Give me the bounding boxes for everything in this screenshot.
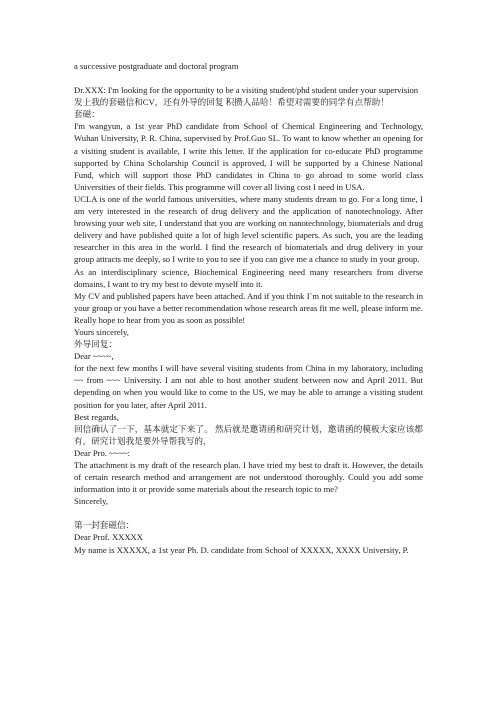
reply-salutation: Dear ~~~~, bbox=[74, 351, 114, 362]
intro-note: 发上我的套磁信和CV，还有外导的回复 积攒人品哈！希望对需要的同学有点帮助！ bbox=[74, 97, 389, 108]
letter-paragraph-2: UCLA is one of the world famous universities, where many students dream to go. For a long time, I am very interested in the research of drug delivery and the application of nanotechnology. After browsing your web site, I understand that you are working on nanotechnology, biomaterials and drug delivery and have published quite a lot of high level scientific papers. As such, you are the leading researcher in this area in the world. I find the research of biomaterials and drug delivery in your group attracts me deeply, so I write to you to see if you can give me a chance to study in your group. bbox=[74, 193, 423, 265]
letter-paragraph-1: I'm wangyun, a 1st year PhD candidate from School of Chemical Engineering and Technology, Wuhan University, P. R. China, supervised by Prof.Guo SL. To want to know whether an opening for a visiting student is available, I write this letter. If the application for co-educate PhD programme supported by China Scholarship Council is approved, I will be supported by a Chinese National Fund, which will support those PhD candidates in China to go abroad to some world class Universities of their fields. This programme will cover all living cost I need in USA. bbox=[74, 121, 423, 192]
section-label-letter: 套磁： bbox=[74, 109, 100, 120]
email-subject: Dr.XXX: I'm looking for the opportunity to be a visiting student/phd student under your supervision bbox=[74, 85, 419, 96]
plan-paragraph: The attachment is my draft of the research plan. I have tried my best to draft it. However, the details of certain research method and arrangement are not understood thoroughly. Could you add some information into it or provide some materials about the research topic to me? bbox=[74, 460, 423, 495]
blank-line bbox=[74, 507, 423, 519]
reply-closing: Best regards, bbox=[74, 411, 119, 422]
plan-salutation: Dear Pro. ~~~~: bbox=[74, 447, 131, 458]
plan-closing: Sincerely, bbox=[74, 496, 109, 507]
program-heading: a successive postgraduate and doctoral program bbox=[74, 61, 239, 71]
section-label-reply: 外导回复： bbox=[74, 339, 117, 350]
section-label-first-letter: 第一封套磁信： bbox=[74, 520, 135, 531]
followup-note: 回信确认了一下，基本就定下来了。 然后就是邀请函和研究计划，邀请函的模板大家应该都有，研究计划我是要外导帮我写的， bbox=[74, 423, 423, 446]
letter-paragraph-4: My CV and published papers have been attached. And if you think I`m not suitable to the research in your group or you have a better recommendation whose research areas fit me well, please inform me. Really hope to hear from you as soon as possible! bbox=[74, 290, 423, 325]
blank-line bbox=[74, 72, 423, 84]
document-body bbox=[74, 60, 423, 556]
first-letter-salutation: Dear Prof. XXXXX bbox=[74, 532, 143, 543]
first-letter-opening: My name is XXXXX, a 1st year Ph. D. candidate from School of XXXXX, XXXX University, P. bbox=[74, 544, 409, 555]
letter-paragraph-3: As an interdisciplinary science, Biochemical Engineering need many researchers from diverse domains, I want to try my best to devote myself into it. bbox=[74, 266, 423, 289]
letter-closing: Yours sincerely, bbox=[74, 326, 129, 337]
reply-paragraph: for the next few months I will have several visiting students from China in my laboratory, including ~~ from ~~~ University. I am not able to host another student between now and April 2011. But depending on when you would like to come to the US, we may be able to arrange a visiting student position for you later, after April 2011. bbox=[74, 363, 423, 410]
